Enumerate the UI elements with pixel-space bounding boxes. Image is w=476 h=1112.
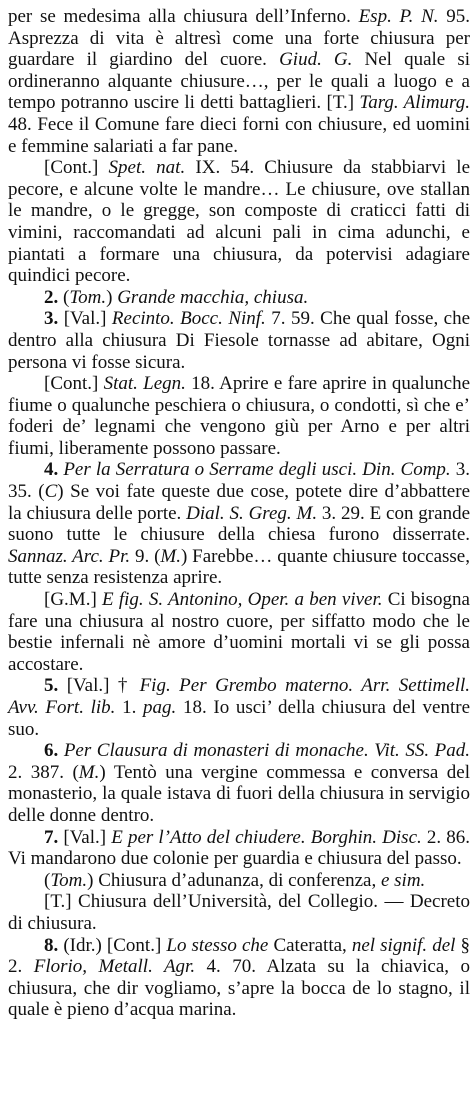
text-run: [Cont.] (44, 373, 104, 395)
entry-paragraph (8, 459, 470, 589)
text-run: 48. Fece il Comune fare dieci forni con chiusure, ed uomini e femmine salariati a far pane. (8, 113, 470, 157)
text-run: 9. ( (130, 545, 161, 567)
sense-number: 7. (44, 826, 59, 848)
entry-paragraph (8, 308, 470, 373)
text-run: ) Chiusura d’adunanza, di conferenza, (87, 869, 381, 891)
text-run: ) Tentò una vergine commessa e conversa del monasterio, la quale istava di fuori della chiusura in servigio delle donne dentro. (8, 761, 471, 826)
entry-paragraph (8, 157, 470, 287)
italic-citation: Sannaz. Arc. Pr. (8, 545, 131, 567)
italic-citation: M. (160, 545, 181, 567)
italic-citation: M. (78, 761, 100, 783)
italic-citation: Tom. (50, 869, 88, 891)
text-run: Cateratta, (268, 934, 352, 956)
text-run: ( (58, 286, 70, 308)
text-run: [Val.] (58, 308, 112, 330)
italic-citation: C (44, 481, 58, 503)
italic-citation: Florio, Metall. Agr. (33, 956, 196, 978)
italic-citation: Per la Serratura o Serrame degli usci. Din. Comp. (63, 459, 451, 481)
text-run: 4. 70. Alzata su la chiavica, o chiusura, che dir vogliamo, s’apre la bocca de lo stagno, il quale è pieno d’acqua marina. (8, 956, 470, 1021)
text-run: IX. 54. Chiusure da stabbiarvi le pecore, e alcune volte le mandre… Le chiusure, ove stallan le mandre, o le gregge, son composte di craticci fatti di vimini, raccomandati ad alcuni pali in cima adunchi, e piantati a formare una chiusura, da potervisi adagiare quindici pecore. (8, 157, 470, 287)
entry-paragraph (8, 373, 470, 459)
text-run: 95. Asprezza di vita è altresì come una forte chiusura per guardare il giardino del cuore. (8, 6, 471, 71)
entry-paragraph (8, 6, 470, 157)
italic-citation: Targ. Alimurg. (359, 92, 470, 114)
text-run: 18. Io usci’ della chiusura del ventre suo. (8, 697, 471, 740)
sense-number: 3. (44, 308, 59, 330)
italic-citation: e sim. (380, 869, 426, 891)
entry-paragraph (8, 740, 470, 826)
text-run: [Val.] (58, 826, 112, 848)
text-run: ) (106, 286, 118, 308)
text-run: (Idr.) [Cont.] (58, 934, 167, 956)
italic-citation: E per l’Atto del chiudere. Borghin. Disc. (111, 826, 422, 848)
text-run: Nel quale si ordineranno alquante chiusure…, per le quali a luogo e a tempo potranno uscire li detti battaglieri. [T.] (8, 49, 470, 114)
italic-citation: Dial. S. Greg. M. (186, 502, 318, 524)
entry-paragraph (8, 675, 470, 740)
italic-citation: Grande macchia, chiusa. (117, 286, 309, 308)
italic-citation: pag. (143, 697, 177, 718)
sense-number: 5. (44, 675, 59, 697)
text-run: 3. 29. E con grande suono tutte le chiusure della chiesa furono disserrate. (8, 502, 470, 546)
text-run: [Cont.] (44, 157, 109, 179)
text-run: 1. (115, 697, 144, 718)
italic-citation: Fig. Per Grembo materno. Arr. Settimell. Avv. Fort. lib. (8, 675, 471, 718)
italic-citation: Spet. nat. (108, 157, 186, 179)
sense-number: 2. (44, 286, 59, 308)
italic-citation: E fig. S. Antonino, Oper. a ben viver. (102, 589, 383, 611)
text-run: Ci bisogna fare una chiusura al nostro cuore, per siffatto modo che le bestie infernali nè amore d’uomini mortali vi se gli possa accostare. (8, 589, 470, 675)
text-run: ) Farebbe… quante chiusure toccasse, tutte senza resistenza aprire. (8, 545, 470, 589)
entry-paragraph (8, 870, 470, 892)
italic-citation: Stat. Legn. (103, 373, 186, 395)
entry-paragraph (8, 287, 470, 309)
italic-citation: Recinto. Bocc. Ninf. (111, 308, 266, 330)
text-run: 18. Aprire e fare aprire in qualunche fiume o qualunche peschiera o chiusura, o condotti, sì che e’ foderi de’ legnami che vengono giù per Arno e per altri fiumi, liberamente possono passare. (8, 373, 471, 459)
text-run: [Val.] † (58, 675, 140, 697)
italic-citation: Per Clausura di monasteri di monache. Vit. SS. Pad. (63, 740, 470, 762)
sense-number: 4. (44, 459, 59, 481)
entry-paragraph (8, 589, 470, 675)
italic-citation: nel signif. del (351, 934, 456, 956)
italic-citation: Lo stesso che (166, 934, 269, 956)
text-run: ) Se voi fate queste due cose, potete dire d’abbattere la chiusura delle porte. (8, 481, 471, 524)
italic-citation: Tom. (69, 286, 107, 308)
sense-number: 8. (44, 934, 59, 956)
text-run: 2. 86. Vi mandarono due colonie per guardia e chiusura del passo. (8, 826, 470, 870)
text-run: 3. 35. ( (8, 459, 470, 503)
text-run: 2. 387. ( (8, 761, 79, 783)
text-run: ( (44, 869, 51, 891)
entry-paragraph (8, 827, 470, 870)
italic-citation: Giud. G. (279, 49, 353, 71)
text-run: 7. 59. Che qual fosse, che dentro alla chiusura Di Fiesole tornasse ad abitare, Ogni persona vi fosse sicura. (8, 308, 471, 373)
text-run: [G.M.] (44, 589, 102, 611)
text-run: per se medesima alla chiusura dell’Inferno. (8, 6, 359, 27)
text-run: § 2. (8, 934, 471, 978)
italic-citation: Esp. P. N. (358, 6, 439, 27)
text-run: [T.] Chiusura dell’Università, del Collegio. — Decreto di chiusura. (8, 891, 470, 934)
entry-paragraph (8, 891, 470, 934)
entry-paragraph (8, 935, 470, 1021)
sense-number: 6. (44, 740, 59, 762)
